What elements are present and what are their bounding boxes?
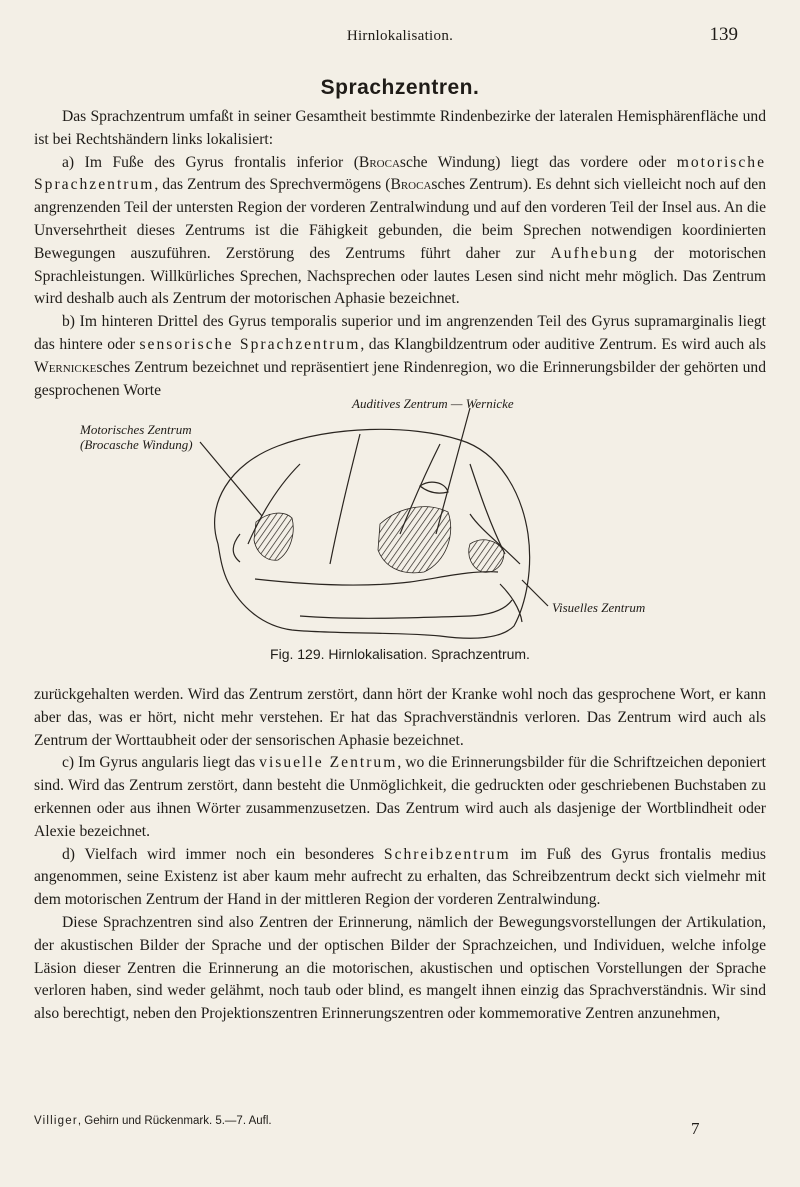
insula-fold bbox=[420, 482, 448, 493]
pointer-motor bbox=[200, 442, 262, 516]
paragraph-d bbox=[34, 844, 766, 912]
paragraph-c bbox=[34, 752, 766, 843]
text-a-2: sche Windung) liegt das vordere oder bbox=[399, 153, 677, 171]
paragraph-b-continued: zurückgehalten werden. Wird das Zentrum zerstört, dann hört der Kranke wohl noch das gesprochene Wort, er kann aber das, was er hört, nicht mehr verstehen. Er hat das Sprachverständnis verloren. Das Zentrum wird auch als Zentrum der Worttaubheit oder der sensorischen Aphasie bezeichnet. bbox=[34, 686, 766, 749]
text-b-3: sches Zentrum bezeichnet und repräsentiert jene Rindenregion, wo die Erinnerungsbilder der gehörten und gesprochenen Worte bbox=[34, 358, 766, 399]
central-sulcus bbox=[330, 434, 360, 564]
running-head: Hirnlokalisation. bbox=[346, 28, 454, 44]
text-c-2: , wo die Erinnerungsbilder für die Schriftzeichen deponiert sind. Wird das Zentrum zerstört, dann besteht die Unmöglichkeit, die gedruckten oder geschriebenen Buchstaben zu erkennen oder aus ihnen Wörter zusammenzusetzen. Das Zentrum wird auch als dasjenige der Wortblindheit oder Alexie bezeichnet. bbox=[34, 754, 766, 840]
label-a: a) bbox=[62, 153, 75, 171]
page-title: Sprachzentren. bbox=[320, 76, 480, 99]
page-number: 139 bbox=[709, 24, 738, 45]
closing-paragraph: Diese Sprachzentren sind also Zentren der Erinnerung, nämlich der Bewegungsvorstellungen der Artikulation, der akustischen Bilder der Sprache und der optischen Bilder der Sprachzeichen, und Individuen, welche infolge Läsion dieser Zentren die Erinnerung an die motorischen, akustischen und optischen Vorstellungen der Sprache verloren haben, sind weder gelähmt, noch taub oder blind, es mangelt ihnen einzig das Sprachverständnis. Wir sind also berechtigt, neben den Projektionszentren Erinnerungszentren oder kommemorative Zentren anzunehmen, bbox=[34, 913, 766, 1023]
broca-name-1: Broca bbox=[358, 153, 400, 171]
figure-caption: Fig. 129. Hirnlokalisation. Sprachzentrum. bbox=[270, 646, 530, 662]
wernicke-center-hatch bbox=[378, 507, 451, 573]
label-motor-center-line-2: (Brocasche Windung) bbox=[80, 437, 193, 452]
label-c: c) bbox=[62, 754, 75, 772]
text-c-1: Im Gyrus angularis liegt das bbox=[78, 754, 260, 772]
emph-sensory-center: sensorische Sprachzentrum bbox=[139, 335, 361, 353]
footer-source-text: , Gehirn und Rückenmark. 5.—7. Aufl. bbox=[77, 1115, 272, 1127]
text-b-1: Im hinteren Drittel des Gyrus temporalis superior und im angrenzenden Teil des Gyrus supramarginalis liegt das hintere oder bbox=[34, 313, 766, 353]
text-a-4: sches Zentrum). Es dehnt sich vielleicht noch auf den angrenzenden Teil der untersten Region der vorderen Zentralwindung und auf den vorderen Teil der Insel aus. An die Unversehrtheit dieses Zentrums ist die Fähigkeit gebunden, die beim Sprechen notwendigen koordinierten Bewegungen auszuführen. Zerstörung des Zentrums führt daher zur bbox=[34, 176, 766, 262]
paragraph-a bbox=[34, 152, 766, 312]
sulcus-4 bbox=[233, 534, 240, 562]
sylvian-fissure bbox=[255, 572, 498, 585]
footer-source bbox=[34, 1115, 272, 1127]
text-d-2: im Fuß des Gyrus frontalis medius angenommen, seine Existenz ist aber kaum mehr aufrecht zu erhalten, das Schreibzentrum deckt sich vielmehr mit dem motorischen Zentrum der Hand in der mittleren Region der vorderen Zentralwindung. bbox=[34, 845, 766, 909]
emph-motor-center: motorische Sprachzentrum bbox=[34, 153, 766, 194]
temporal-sulcus bbox=[300, 600, 512, 618]
text-a-3: , das Zentrum des Sprechvermögens ( bbox=[154, 176, 391, 194]
intro-paragraph: Das Sprachzentrum umfaßt in seiner Gesamtheit bestimmte Rindenbezirke der lateralen Hemisphärenfläche und ist bei Rechtshändern links lokalisiert: bbox=[34, 108, 766, 148]
emph-writing-center: Schreibzentrum bbox=[383, 845, 511, 863]
label-auditive-center: Auditives Zentrum — Wernicke bbox=[352, 396, 514, 411]
text-block-top bbox=[34, 106, 766, 402]
wernicke-name: Wernicke bbox=[34, 358, 97, 376]
broca-name-2: Broca bbox=[390, 176, 432, 194]
emph-visual-center: visuelle Zentrum bbox=[259, 754, 398, 772]
brain-figure bbox=[0, 394, 800, 664]
signature-mark: 7 bbox=[691, 1119, 700, 1138]
label-motor-center-line-1: Motorisches Zentrum bbox=[80, 422, 192, 437]
footer-author: Villiger bbox=[34, 1115, 78, 1127]
label-visual-center: Visuelles Zentrum bbox=[552, 600, 646, 615]
paragraph-b bbox=[34, 311, 766, 402]
label-b: b) bbox=[62, 313, 75, 331]
text-b-2: , das Klangbildzentrum oder auditive Zentrum. Es wird auch als bbox=[360, 335, 766, 353]
emph-aufhebung: Aufhebung bbox=[550, 244, 639, 262]
text-d-1: Vielfach wird immer noch ein besonderes bbox=[84, 845, 384, 863]
brain-illustration bbox=[0, 394, 800, 664]
visual-center-hatch bbox=[469, 540, 504, 572]
broca-center-hatch bbox=[254, 513, 293, 560]
text-a-1: Im Fuße des Gyrus frontalis inferior ( bbox=[84, 153, 359, 171]
label-d: d) bbox=[62, 845, 75, 863]
text-block-bottom bbox=[34, 684, 766, 1026]
text-a-5: der motorischen Sprachleistungen. Willkürliches Sprechen, Nachsprechen oder lautes Lesen sind nicht mehr möglich. Das Zentrum wird deshalb auch als Zentrum der motorischen Aphasie bezeichnet. bbox=[34, 244, 766, 308]
